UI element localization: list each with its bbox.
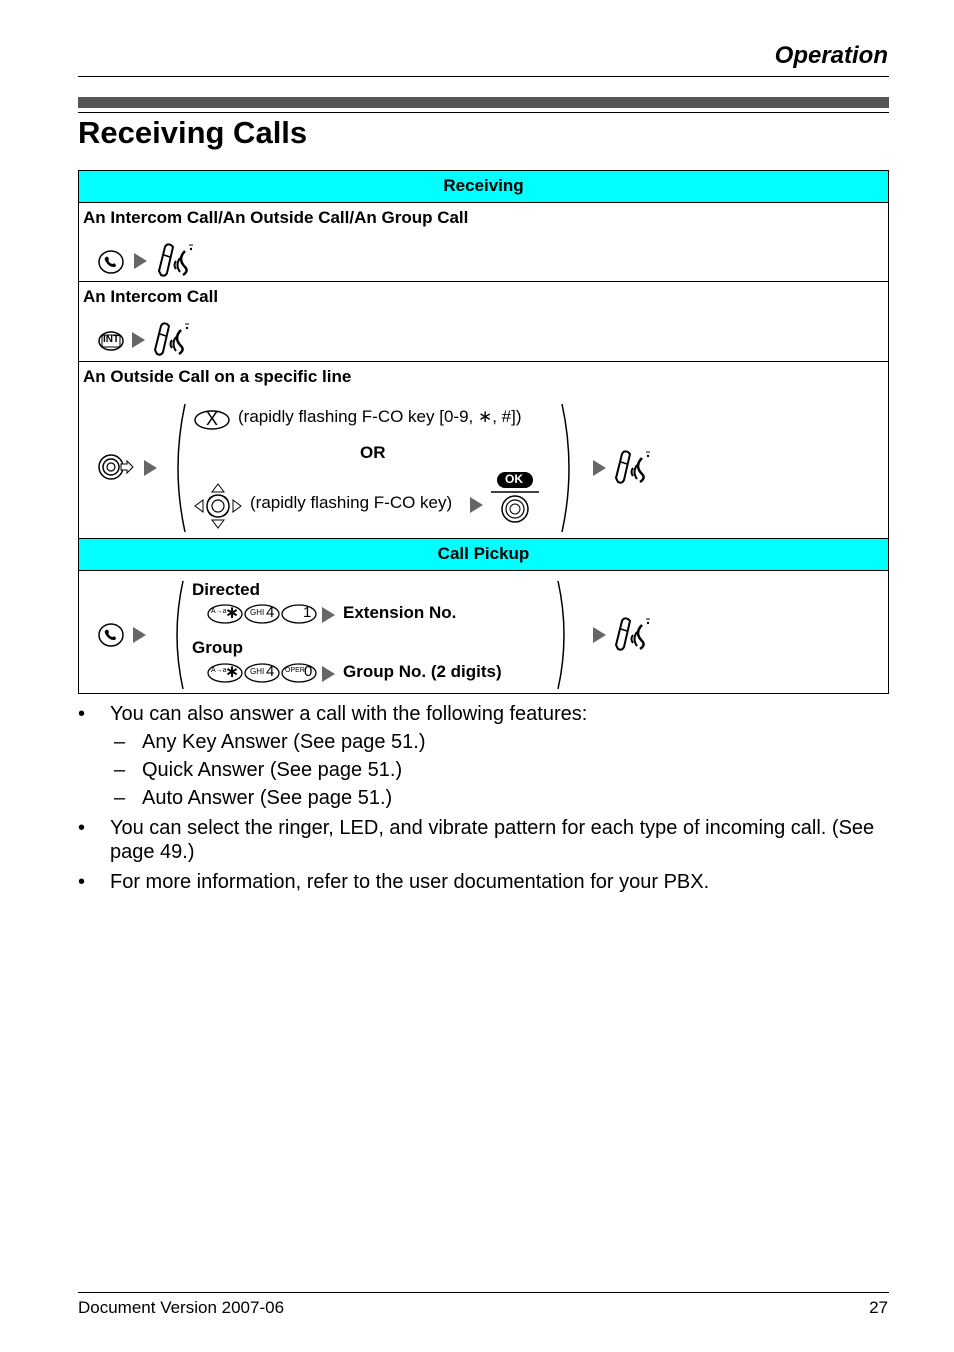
note-text: You can also answer a call with the following features: xyxy=(110,703,588,725)
receiving-header xyxy=(79,171,888,202)
handset-ringing-icon xyxy=(151,320,195,360)
arrow-right-icon xyxy=(322,666,335,682)
or-label: OR xyxy=(360,443,386,462)
call-pickup-header-label: Call Pickup xyxy=(437,544,530,563)
four-key-prefix: GHI xyxy=(250,608,265,617)
note-subitem-text: Quick Answer (See page 51.) xyxy=(142,759,403,781)
bullet-mark: • xyxy=(78,817,86,839)
footer-rule xyxy=(78,1292,889,1293)
dash-mark: – xyxy=(114,759,126,781)
group-label: Group xyxy=(192,638,243,657)
handset-ringing-icon xyxy=(155,241,199,281)
row-intercom-title: An Intercom Call xyxy=(83,287,219,306)
right-bracket xyxy=(560,402,574,539)
note-item xyxy=(78,868,889,896)
talk-key-icon xyxy=(97,248,125,276)
handset-ringing-icon xyxy=(612,448,656,488)
four-key-label: 4 xyxy=(266,604,275,621)
note-item xyxy=(78,816,889,864)
ok-key-label: OK xyxy=(505,472,523,486)
arrow-right-icon xyxy=(470,497,483,513)
arrow-right-icon xyxy=(593,460,606,476)
notes-list xyxy=(78,700,889,896)
arrow-right-icon xyxy=(593,627,606,643)
talk-key-icon xyxy=(97,621,125,649)
footer-version: Document Version 2007-06 xyxy=(78,1298,285,1317)
bullet-mark: • xyxy=(78,871,86,893)
call-pickup-header xyxy=(79,538,888,571)
arrow-right-icon xyxy=(132,332,145,348)
row-all-calls xyxy=(79,202,888,282)
int-key-label: INT xyxy=(103,334,120,345)
receiving-header-label: Receiving xyxy=(443,176,524,195)
star-key-label: ∗ xyxy=(225,603,240,622)
arrow-right-icon xyxy=(134,253,147,269)
extension-no-label: Extension No. xyxy=(343,603,457,622)
row-all-calls-title: An Intercom Call/An Outside Call/An Group Call xyxy=(83,208,469,227)
fco-key-icon xyxy=(97,452,137,482)
directed-label: Directed xyxy=(192,580,261,599)
zero-key-label: 0 xyxy=(304,663,313,680)
note-text: You can select the ringer, LED, and vibrate pattern for each type of incoming call. (See page 49.) xyxy=(110,817,875,863)
star-key-prefix: A→a xyxy=(211,608,227,615)
fco-nav-note: (rapidly flashing F-CO key) xyxy=(250,493,453,512)
bullet-mark: • xyxy=(78,703,86,725)
star-key-icon xyxy=(207,604,243,624)
left-bracket xyxy=(173,579,185,696)
receiving-table xyxy=(78,170,889,694)
dash-mark: – xyxy=(114,787,126,809)
star-key-icon xyxy=(207,663,243,683)
x-key-icon xyxy=(193,409,231,431)
left-bracket xyxy=(173,402,187,539)
four-key-icon xyxy=(244,604,280,624)
note-subitem xyxy=(78,756,889,784)
page-number: 27 xyxy=(869,1298,888,1317)
zero-key-prefix: OPER xyxy=(285,667,305,674)
group-no-label: Group No. (2 digits) xyxy=(343,662,502,681)
star-key-prefix: A→a xyxy=(211,667,227,674)
arrow-right-icon xyxy=(133,627,146,643)
title-bar xyxy=(78,97,889,108)
title-bar-underline xyxy=(78,112,889,113)
four-key-prefix: GHI xyxy=(250,667,265,676)
header-rule xyxy=(78,76,889,77)
section-label: Operation xyxy=(774,42,888,69)
x-key-label: X xyxy=(206,409,219,429)
row-call-pickup xyxy=(79,570,888,695)
right-bracket xyxy=(556,579,568,696)
note-subitem-text: Any Key Answer (See page 51.) xyxy=(142,731,426,753)
note-subitem-text: Auto Answer (See page 51.) xyxy=(142,787,393,809)
int-key-icon xyxy=(97,330,125,352)
page-title: Receiving Calls xyxy=(78,115,308,150)
note-item xyxy=(78,700,889,728)
row-outside-line xyxy=(79,361,888,539)
note-subitem xyxy=(78,784,889,812)
fco-x-note: (rapidly flashing F-CO key [0-9, ∗, #]) xyxy=(238,407,522,426)
note-text: For more information, refer to the user documentation for your PBX. xyxy=(110,871,710,893)
four-key-icon xyxy=(244,663,280,683)
ok-key-icon xyxy=(491,472,539,532)
note-subitem xyxy=(78,728,889,756)
one-key-icon xyxy=(281,604,317,624)
zero-key-icon xyxy=(281,663,317,683)
navigator-key-icon xyxy=(193,482,243,530)
star-key-label: ∗ xyxy=(225,662,240,681)
arrow-right-icon xyxy=(322,607,335,623)
row-intercom xyxy=(79,281,888,362)
handset-ringing-icon xyxy=(612,615,656,655)
dash-mark: – xyxy=(114,731,126,753)
arrow-right-icon xyxy=(144,460,157,476)
four-key-label: 4 xyxy=(266,663,275,680)
one-key-label: 1 xyxy=(303,604,312,621)
row-outside-line-title: An Outside Call on a specific line xyxy=(83,367,352,386)
